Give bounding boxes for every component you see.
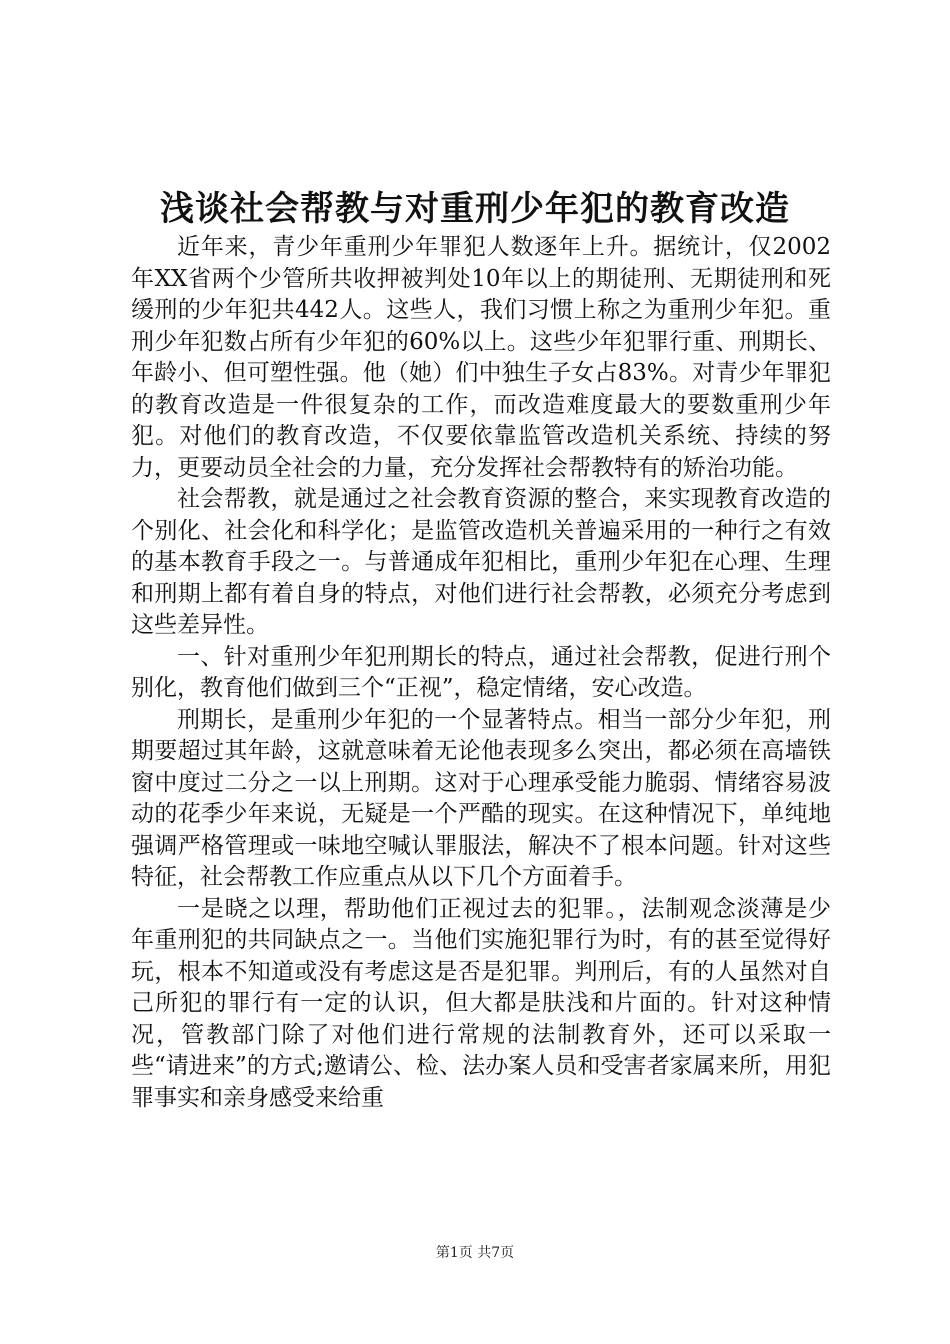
paragraph-4: 刑期长，是重刑少年犯的一个显著特点。相当一部分少年犯，刑期要超过其年龄，这就意味着无论他表现多么突出，都必须在高墙铁窗中度过二分之一以上刑期。这对于心理承受能力脆弱、情绪容易波动的花季少年来说，无疑是一个严酷的现实。在这种情况下，单纯地强调严格管理或一味地空喊认罪服法，解决不了根本问题。针对这些特征，社会帮教工作应重点从以下几个方面着手。 bbox=[131, 706, 831, 890]
paragraph-1: 近年来，青少年重刑少年罪犯人数逐年上升。据统计，仅2002年XX省两个少管所共收押被判处10年以上的期徒刑、无期徒刑和死缓刑的少年犯共442人。这些人，我们习惯上称之为重刑少年犯。重刑少年犯数占所有少年犯的60%以上。这些少年犯罪行重、刑期长、年龄小、但可塑性强。他（她）们中独生子女占83%。对青少年罪犯的教育改造是一件很复杂的工作，而改造难度最大的要数重刑少年犯。对他们的教育改造，不仅要依靠监管改造机关系统、持续的努力，更要动员全社会的力量，充分发挥社会帮教特有的矫治功能。 bbox=[131, 234, 831, 481]
paragraph-3: 一、针对重刑少年犯刑期长的特点，通过社会帮教，促进行刑个别化，教育他们做到三个“正视”，稳定情绪，安心改造。 bbox=[131, 643, 831, 701]
paragraph-2: 社会帮教，就是通过之社会教育资源的整合，来实现教育改造的个别化、社会化和科学化；是监管改造机关普遍采用的一种行之有效的基本教育手段之一。与普通成年犯相比，重刑少年犯在心理、生理和刑期上都有着自身的特点，对他们进行社会帮教，必须充分考虑到这些差异性。 bbox=[131, 486, 831, 638]
paragraph-5: 一是晓之以理，帮助他们正视过去的犯罪。，法制观念淡薄是少年重刑犯的共同缺点之一。当他们实施犯罪行为时，有的甚至觉得好玩，根本不知道或没有考虑这是否是犯罪。判刑后，有的人虽然对自己所犯的罪行有一定的认识，但大都是肤浅和片面的。针对这种情况，管教部门除了对他们进行常规的法制教育外，还可以采取一些“请进来”的方式;邀请公、检、法办案人员和受害者家属来所，用犯罪事实和亲身感受来给重 bbox=[131, 895, 831, 1111]
page-number-footer: 第1页 共7页 bbox=[435, 1245, 515, 1261]
document-title: 浅谈社会帮教与对重刑少年犯的教育改造 bbox=[160, 189, 790, 229]
document-body bbox=[131, 232, 831, 1114]
